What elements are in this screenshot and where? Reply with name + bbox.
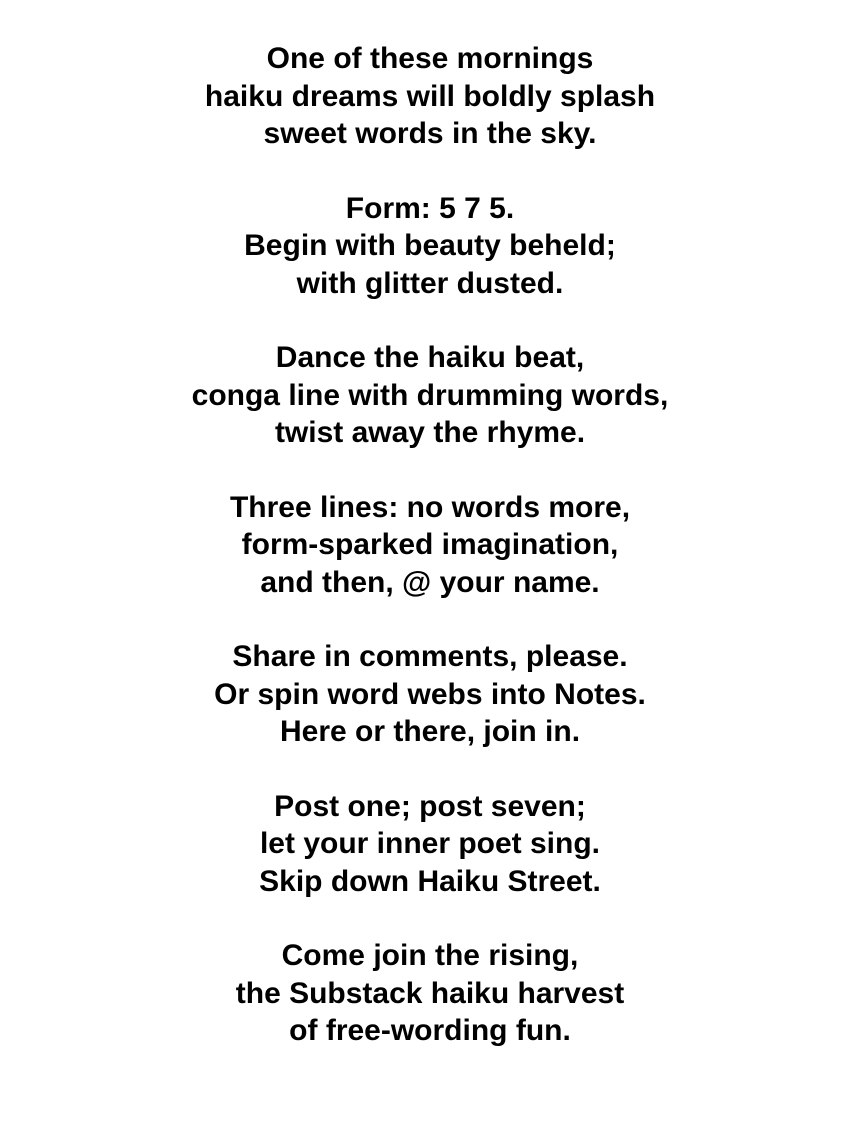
stanza-1: [0, 40, 860, 153]
stanza-4: [0, 489, 860, 602]
poem-line: Here or there, join in.: [279, 715, 581, 748]
poem-line: of free-wording fun.: [289, 1014, 571, 1047]
poem-line: haiku dreams will boldly splash: [204, 79, 656, 113]
poem-line: Post one; post seven;: [274, 789, 586, 823]
stanza-2: [0, 190, 860, 303]
poem-line: Come join the rising,: [281, 939, 579, 972]
poem-line: conga line with drumming words,: [191, 378, 669, 412]
poem-line: Share in comments, please.: [232, 640, 628, 673]
poem-line: sweet words in the sky.: [263, 117, 597, 150]
poem-line: form-sparked imagination,: [241, 528, 619, 561]
poem-line: let your inner poet sing.: [259, 827, 601, 860]
poem-line: Dance the haiku beat,: [275, 341, 585, 374]
stanza-5: [0, 638, 860, 751]
poem-line: with glitter dusted.: [296, 266, 564, 300]
poem-line: Three lines: no words more,: [229, 490, 631, 524]
poem-line: One of these mornings: [266, 42, 594, 75]
stanza-7: [0, 937, 860, 1050]
stanza-6: [0, 788, 860, 901]
haiku-poem: [0, 40, 860, 1087]
poem-line: Or spin word webs into Notes.: [214, 677, 646, 711]
poem-line: the Substack haiku harvest: [235, 976, 625, 1010]
poem-line: twist away the rhyme.: [274, 416, 586, 449]
poem-line: Form: 5 7 5.: [345, 191, 515, 225]
poem-line: Begin with beauty beheld;: [244, 229, 616, 262]
poem-line: and then, @ your name.: [260, 565, 600, 599]
stanza-3: [0, 339, 860, 452]
poem-line: Skip down Haiku Street.: [259, 864, 601, 898]
